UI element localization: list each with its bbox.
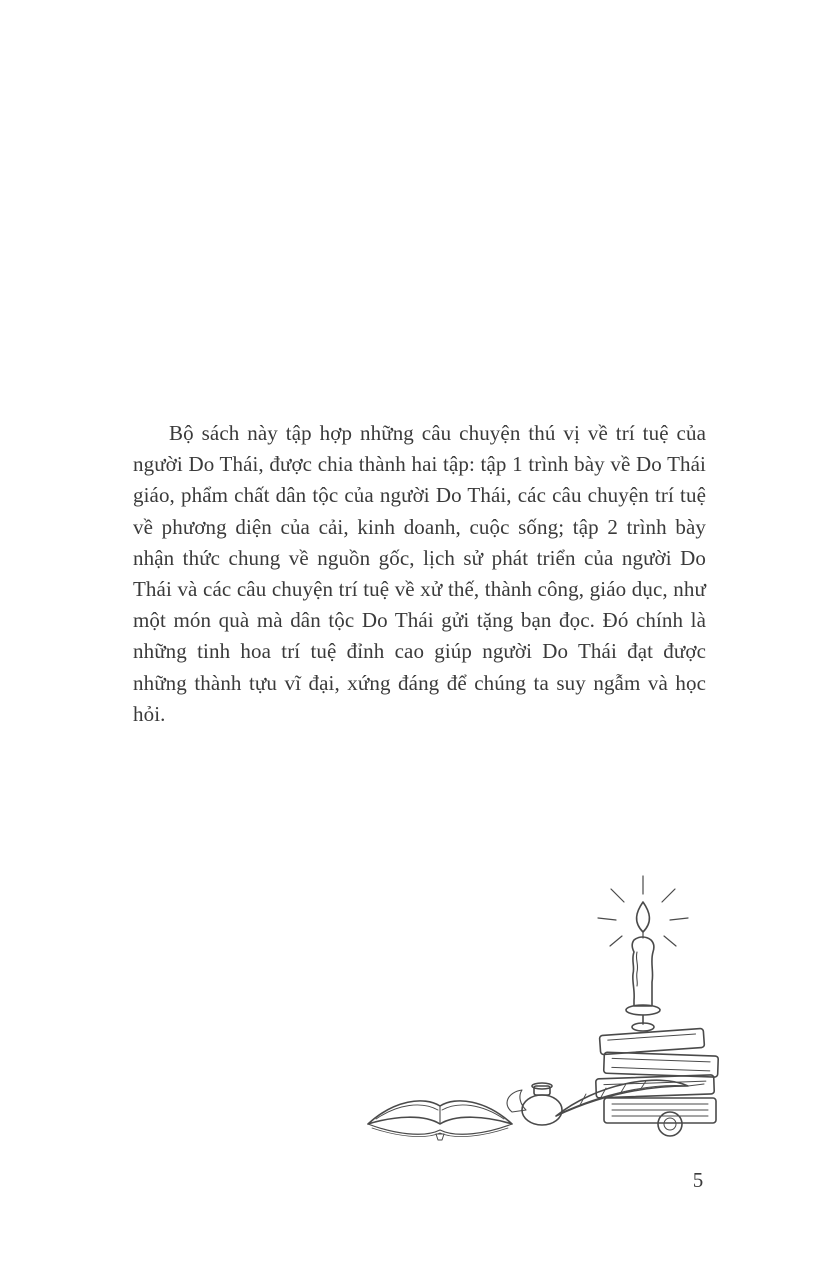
candle-flame <box>637 902 650 932</box>
book-stack <box>596 1028 719 1123</box>
open-book <box>368 1101 512 1140</box>
ink-pot <box>507 1083 562 1125</box>
candle-drip <box>636 952 637 986</box>
candle-books-quill-illustration <box>352 872 744 1160</box>
candle-body <box>632 937 654 1006</box>
page-number: 5 <box>692 1168 704 1192</box>
illustration-svg <box>352 872 744 1160</box>
body-paragraph: Bộ sách này tập hợp những câu chuyện thú vị về trí tuệ của người Do Thái, được chia thành hai tập: tập 1 trình bày về Do Thái giáo, phẩm chất dân tộc của người Do Thái, các câu chuyện trí tuệ về phương diện của cải, kinh doanh, cuộc sống; tập 2 trình bày nhận thức chung về nguồn gốc, lịch sử phát triển của người Do Thái và các câu chuyện trí tuệ về xử thế, thành công, giáo dục, như một món quà mà dân tộc Do Thái gửi tặng bạn đọc. Đó chính là những tinh hoa trí tuệ đỉnh cao giúp người Do Thái đạt được những thành tựu vĩ đại, xứng đáng để chúng ta suy ngẫm và học hỏi. <box>133 421 706 726</box>
